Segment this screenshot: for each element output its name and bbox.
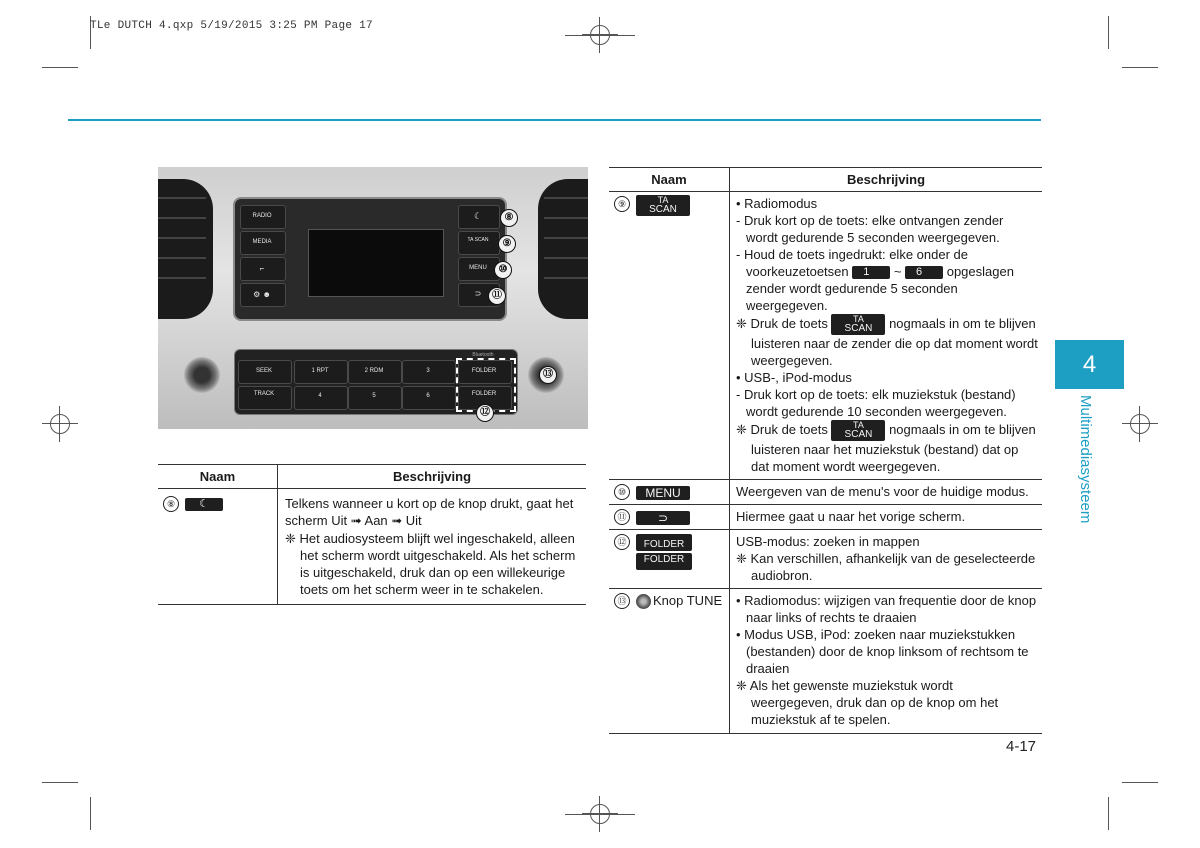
row-line: - Houd de toets ingedrukt: elke onder de voorkeuzetoetsen 1 ~ 6 opgeslagen zender wordt gedurende 5 seconden weergegeven. [736, 247, 1014, 313]
row-description: Telkens wanneer u kort op de knop drukt, gaat het scherm Uit ➟ Aan ➟ Uit [285, 496, 574, 528]
right-table [609, 167, 1042, 734]
row-number: ⑩ [614, 484, 630, 500]
table-row [609, 589, 1042, 734]
table-header: Beschrijving [278, 465, 587, 489]
row-number: ⑬ [614, 593, 630, 609]
crop-mark [42, 782, 78, 783]
row-note: ❈ Het audiosysteem blijft wel ingeschakeld, alleen het scherm wordt uitgeschakeld. Als het scherm is uitgeschakeld, druk dan op een willekeurige toets om het scherm weer in te schakelen. [285, 531, 576, 597]
preset-key-6: 6 [905, 266, 943, 279]
row-line: - Druk kort op de toets: elk muziekstuk (bestand) wordt gedurende 10 seconden weergegeven. [736, 387, 1016, 419]
table-header: Beschrijving [730, 168, 1043, 192]
menu-key: MENU [636, 486, 690, 500]
back-icon: ⊃ [636, 511, 690, 525]
preset-key-1: 1 [852, 266, 890, 279]
row-description: Hiermee gaat u naar het vorige scherm. [730, 505, 1043, 530]
radio-label: 5 [372, 393, 376, 399]
radio-label: 4 [318, 393, 322, 399]
chapter-tab: 4 [1055, 340, 1124, 389]
folder-down-key: FOLDER [636, 553, 692, 570]
ta-scan-key: TA SCAN [636, 195, 690, 216]
callout-10: ⑩ [494, 261, 512, 279]
radio-label: 3 [426, 368, 430, 374]
crop-mark [42, 67, 78, 68]
table-row [609, 480, 1042, 505]
table-row [609, 530, 1042, 589]
row-description: Weergeven van de menu's voor de huidige modus. [730, 480, 1043, 505]
registration-mark [42, 406, 78, 442]
folder-up-key: FOLDER [636, 534, 692, 551]
chapter-title: Multimediasysteem [1077, 395, 1094, 524]
row-note: ❈ Als het gewenste muziekstuk wordt weergegeven, druk dan op de knop om het muziekstuk af te spelen. [736, 678, 999, 727]
radio-label: 2 RDM [364, 368, 384, 374]
callout-13: ⑬ [539, 366, 557, 384]
row-number: ⑫ [614, 534, 630, 550]
crop-mark [1108, 16, 1109, 49]
radio-label: MEDIA [252, 239, 272, 245]
table-row [609, 505, 1042, 530]
row-line: • Modus USB, iPod: zoeken naar muziekstukken (bestanden) door de knop linksom of rechtsom te draaien [736, 627, 1029, 676]
radio-label: FOLDER [471, 391, 497, 397]
power-knob [184, 357, 220, 393]
row-number: ⑧ [163, 496, 179, 512]
callout-11: ⑪ [488, 287, 506, 305]
registration-mark [1122, 406, 1158, 442]
table-header: Naam [158, 465, 278, 489]
row-line: ❈ Druk de toets TA SCAN nogmaals in om te blijven luisteren naar het muziekstuk (bestand) dat op dat moment wordt weergegeven. [736, 420, 1036, 474]
crop-mark [90, 797, 91, 830]
radio-label: 1 RPT [311, 368, 329, 374]
radio-label: 6 [426, 393, 430, 399]
crop-mark [1122, 67, 1158, 68]
row-line: USB-modus: zoeken in mappen [736, 534, 920, 549]
radio-label: TA SCAN [467, 237, 489, 243]
knob-name: Knop TUNE [653, 593, 723, 608]
ta-scan-key: TA SCAN [831, 420, 885, 441]
radio-label: ⊃ [474, 289, 482, 298]
radio-label: SEEK [255, 368, 272, 374]
row-number: ⑪ [614, 509, 630, 525]
row-line: • Radiomodus [736, 196, 818, 211]
radio-label: ☾ [473, 211, 483, 221]
table-row [609, 192, 1042, 480]
table-row [158, 489, 586, 605]
radio-label: MENU [469, 265, 487, 271]
registration-mark [582, 796, 618, 832]
moon-icon: ☾ [185, 498, 223, 511]
registration-mark [582, 17, 618, 53]
print-header: TLe DUTCH 4.qxp 5/19/2015 3:25 PM Page 17 [90, 20, 373, 32]
row-line: • USB-, iPod-modus [736, 370, 852, 385]
header-rule [68, 119, 1041, 121]
row-line: - Druk kort op de toets: elke ontvangen zender wordt gedurende 5 seconden weergegeven. [736, 213, 1004, 245]
callout-9: ⑨ [498, 235, 516, 253]
radio-label: RADIO [252, 213, 272, 219]
crop-mark [1122, 782, 1158, 783]
ta-scan-key: TA SCAN [831, 314, 885, 335]
radio-label: ⌐ [259, 264, 265, 273]
bluetooth-label: Bluetooth [472, 352, 494, 358]
row-line: ❈ Druk de toets TA SCAN nogmaals in om te blijven luisteren naar de zender die op dat moment wordt weergegeven. [736, 314, 1038, 368]
radio-label: ⚙ ☻ [253, 290, 271, 299]
radio-label: TRACK [253, 391, 275, 397]
radio-label: FOLDER [471, 368, 497, 374]
callout-8: ⑧ [500, 209, 518, 227]
tune-knob-icon [636, 594, 651, 609]
table-header: Naam [609, 168, 730, 192]
left-table [158, 464, 586, 605]
row-note: ❈ Kan verschillen, afhankelijk van de geselecteerde audiobron. [736, 551, 1036, 583]
row-line: • Radiomodus: wijzigen van frequentie door de knop naar links of rechts te draaien [736, 593, 1037, 625]
callout-12: ⑫ [476, 404, 494, 422]
crop-mark [1108, 797, 1109, 830]
row-number: ⑨ [614, 196, 630, 212]
radio-illustration [158, 167, 588, 429]
page-number: 4-17 [1006, 738, 1037, 755]
